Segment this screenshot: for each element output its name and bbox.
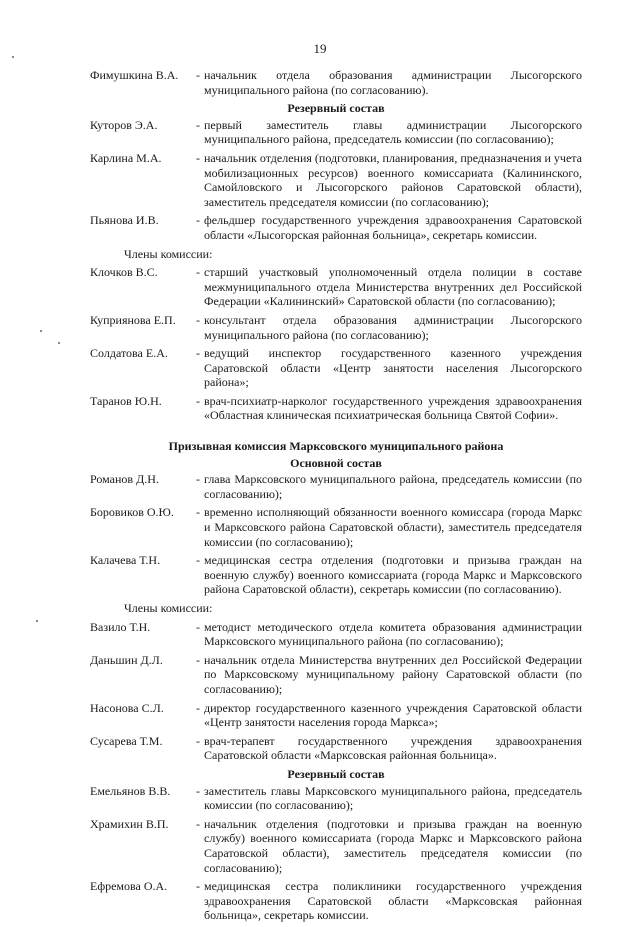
- person-entry: [90, 505, 582, 549]
- person-name: Карлина М.А.: [90, 150, 162, 165]
- section-heading-reserve: Резервный состав: [287, 766, 385, 781]
- person-entry: [90, 313, 582, 342]
- entry-list: [90, 68, 582, 97]
- person-name: Емельянов В.В.: [90, 783, 171, 798]
- entry-list: [90, 118, 582, 243]
- person-name: Куприянова Е.П.: [90, 312, 176, 327]
- person-entry: [90, 265, 582, 309]
- person-name: Сусарева Т.М.: [90, 733, 163, 748]
- entry-dash: -: [196, 312, 200, 327]
- person-name: Солдатова Е.А.: [90, 346, 168, 361]
- person-name: Калачева Т.Н.: [90, 553, 161, 568]
- entry-dash: -: [196, 879, 200, 894]
- person-name: Таранов Ю.Н.: [90, 393, 162, 408]
- entry-dash: -: [196, 733, 200, 748]
- person-name: Ефремова О.А.: [90, 879, 168, 894]
- person-name: Храмихин В.П.: [90, 816, 169, 831]
- person-position: начальник отделения (подготовки, планирования, предназначения и учета мобилизационных ресурсов) военного комиссариата (Калининского, Самойловского и Лысогорского районов Саратовской области), заместитель председателя комиссии (по согласованию);: [204, 150, 583, 209]
- entry-list: [90, 265, 582, 423]
- person-position: начальник отдела Министерства внутренних дел Российской Федерации по Марксовскому муниципальному району Саратовской области (по согласованию);: [204, 652, 582, 696]
- person-entry: [90, 734, 582, 763]
- person-position: медицинская сестра поликлиники государственного учреждения здравоохранения Саратовской области «Марксовская районная больница», секретарь комиссии.: [204, 879, 582, 923]
- scan-speck: [58, 342, 60, 344]
- person-position: старший участковый уполномоченный отдела полиции в составе межмуниципального отдела Министерства внутренних дел Российской Федерации «Калининский» Саратовской области (по согласованию);: [204, 265, 582, 309]
- entry-dash: -: [196, 652, 200, 667]
- person-position: методист методического отдела комитета образования администрации Марксовского муниципального района (по согласованию);: [204, 619, 582, 649]
- person-entry: [90, 213, 582, 242]
- entry-dash: -: [196, 68, 200, 82]
- person-name: Клочков В.С.: [90, 265, 158, 280]
- person-entry: [90, 394, 582, 423]
- person-position: врач-терапевт государственного учреждения здравоохранения Саратовской области «Марксовская районная больница».: [204, 733, 582, 763]
- person-entry: [90, 68, 582, 97]
- person-name: Насонова С.Л.: [90, 700, 164, 715]
- person-position: начальник отделения (подготовки и призыва граждан на военную службу) военного комиссариата (города Маркс и Марксовского района Саратовской области), заместитель председателя комиссии (по согласованию);: [204, 816, 582, 875]
- person-position: заместитель главы Марксовского муниципального района, председатель комиссии (по согласованию);: [204, 783, 582, 813]
- person-entry: [90, 879, 582, 923]
- members-label: Члены комиссии:: [124, 601, 213, 615]
- section-heading-reserve: Резервный состав: [287, 101, 385, 116]
- person-entry: [90, 817, 582, 875]
- document-body: [90, 68, 582, 927]
- entry-list: [90, 784, 582, 923]
- person-name: Боровиков О.Ю.: [90, 505, 174, 520]
- person-entry: [90, 472, 582, 501]
- person-entry: [90, 118, 582, 147]
- person-position: директор государственного казенного учреждения Саратовской области «Центр занятости населения города Маркса»;: [204, 700, 582, 730]
- person-position: консультант отдела образования администрации Лысогорского муниципального района (по согласованию);: [204, 312, 582, 342]
- person-name: Даньшин Д.Л.: [90, 652, 163, 667]
- person-name: Фимушкина В.А.: [90, 68, 179, 82]
- entry-dash: -: [196, 700, 200, 715]
- person-entry: [90, 346, 582, 390]
- person-entry: [90, 620, 582, 649]
- entry-dash: -: [196, 619, 200, 634]
- entry-list: [90, 472, 582, 597]
- person-position: ведущий инспектор государственного казенного учреждения Саратовской области «Центр занятости населения Лысогорского района»;: [204, 346, 582, 390]
- entry-dash: -: [196, 265, 200, 280]
- person-position: начальник отдела образования администрации Лысогорского муниципального района (по согласованию).: [204, 68, 582, 97]
- person-name: Вазило Т.Н.: [90, 619, 151, 634]
- entry-dash: -: [196, 783, 200, 798]
- page-number: 19: [313, 41, 327, 56]
- person-name: Куторов Э.А.: [90, 117, 158, 132]
- person-position: первый заместитель главы администрации Лысогорского муниципального района, председатель комиссии (по согласованию);: [204, 117, 582, 147]
- person-entry: [90, 701, 582, 730]
- entry-dash: -: [196, 213, 200, 228]
- person-entry: [90, 553, 582, 597]
- person-position: медицинская сестра отделения (подготовки и призыва граждан на военную службу) военного комиссариата (города Маркс и Марксовского района Саратовской области), секретарь комиссии (по согласованию).: [204, 553, 582, 597]
- entry-dash: -: [196, 816, 200, 831]
- person-entry: [90, 784, 582, 813]
- commission-title: Призывная комиссия Марксовского муниципального района: [168, 439, 504, 454]
- entry-dash: -: [196, 150, 200, 165]
- entry-dash: -: [196, 553, 200, 568]
- person-entry: [90, 653, 582, 697]
- entry-dash: -: [196, 393, 200, 408]
- members-label: Члены комиссии:: [124, 246, 213, 261]
- entry-dash: -: [196, 505, 200, 520]
- person-entry: [90, 151, 582, 209]
- entry-dash: -: [196, 346, 200, 361]
- scan-speck: [36, 620, 38, 622]
- scan-speck: [12, 56, 14, 58]
- section-heading-main: Основной состав: [290, 455, 382, 470]
- person-name: Пьянова И.В.: [90, 213, 159, 228]
- person-position: фельдшер государственного учреждения здравоохранения Саратовской области «Лысогорская районная больница», секретарь комиссии.: [204, 213, 582, 242]
- entry-list: [90, 620, 582, 763]
- person-name: Романов Д.Н.: [90, 472, 159, 487]
- person-position: глава Марксовского муниципального района, председатель комиссии (по согласованию);: [204, 472, 582, 501]
- person-position: врач-психиатр-нарколог государственного учреждения здравоохранения «Областная клиническая психиатрическая больница Святой Софии».: [204, 393, 582, 423]
- entry-dash: -: [196, 117, 200, 132]
- entry-dash: -: [196, 472, 200, 487]
- person-position: временно исполняющий обязанности военного комиссара (города Маркс и Марксовского района Саратовской области), заместитель председателя комиссии (по согласованию);: [204, 505, 582, 549]
- scan-speck: [40, 330, 42, 332]
